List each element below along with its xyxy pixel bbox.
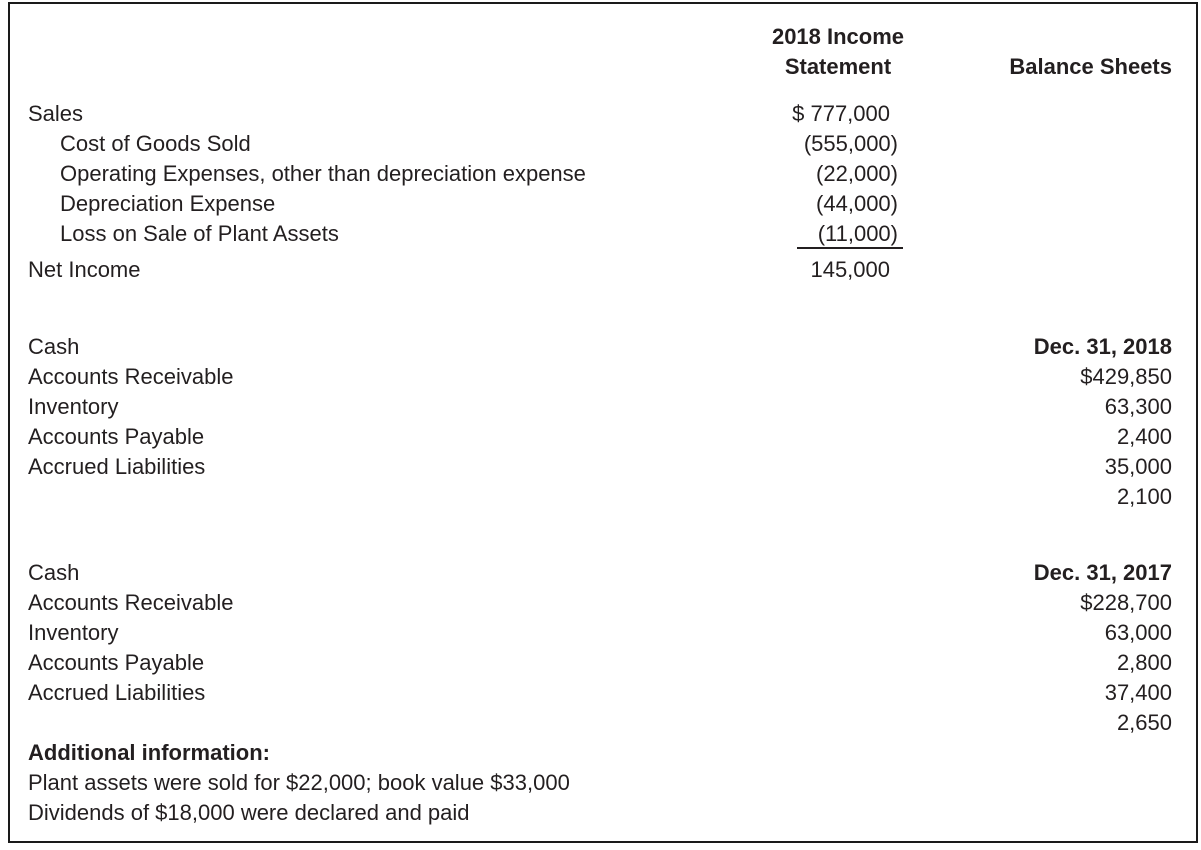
balance-2017-row-accrued-liabilities: [10, 678, 1196, 708]
row-label: Cash: [28, 560, 80, 585]
row-label: Operating Expenses, other than depreciation expense: [60, 161, 586, 186]
balance-2018-row-unlabeled: [10, 482, 1196, 512]
row-amount: $429,850: [1080, 364, 1172, 389]
row-amount: 37,400: [1104, 680, 1172, 705]
section-spacer: [10, 285, 1196, 332]
balance-2018-row-inventory: [10, 392, 1196, 422]
row-amount: $228,700: [1080, 590, 1172, 615]
income-row-net-income: [10, 255, 1196, 285]
row-label: Net Income: [28, 257, 141, 282]
row-label: Cash: [28, 334, 80, 359]
income-row-operating-expenses: [10, 159, 1196, 189]
balance-2017-row-cash: [10, 558, 1196, 588]
row-amount: 2,400: [1116, 424, 1172, 449]
row-label: Cost of Goods Sold: [60, 131, 251, 156]
row-label: Inventory: [28, 394, 119, 419]
additional-info-line-1: [10, 768, 1196, 798]
row-label: Inventory: [28, 620, 119, 645]
row-amount: (44,000): [816, 191, 898, 216]
row-amount-underlined: (11,000): [797, 219, 903, 249]
section-spacer: [10, 512, 1196, 558]
balance-2017-row-accounts-payable: [10, 648, 1196, 678]
row-label: Depreciation Expense: [60, 191, 276, 216]
balance-2018-row-accounts-payable: [10, 422, 1196, 452]
header-row-1: [10, 22, 1196, 52]
balance-2017-row-accounts-receivable: [10, 588, 1196, 618]
row-amount: 35,000: [1104, 454, 1172, 479]
income-row-depreciation: [10, 189, 1196, 219]
row-amount: 145,000: [810, 257, 890, 282]
row-amount: 63,000: [1104, 620, 1172, 645]
date-header-2017: Dec. 31, 2017: [1033, 560, 1172, 585]
row-label: Accounts Receivable: [28, 364, 234, 389]
row-amount: 2,800: [1116, 650, 1172, 675]
additional-info-heading-row: [10, 738, 1196, 768]
income-row-sales: [10, 99, 1196, 129]
row-label: Accounts Payable: [28, 424, 205, 449]
balance-sheets-column-header: Balance Sheets: [1009, 54, 1172, 79]
balance-2018-row-accrued-liabilities: [10, 452, 1196, 482]
row-amount: 2,650: [1116, 710, 1172, 735]
row-amount: (22,000): [816, 161, 898, 186]
row-amount: 2,100: [1116, 484, 1172, 509]
row-label: Accounts Receivable: [28, 590, 234, 615]
row-label: Accrued Liabilities: [28, 680, 206, 705]
income-row-loss-on-sale: [10, 219, 1196, 249]
date-header-2018: Dec. 31, 2018: [1033, 334, 1172, 359]
balance-2018-row-cash: [10, 332, 1196, 362]
balance-2018-row-accounts-receivable: [10, 362, 1196, 392]
additional-info-heading: Additional information:: [28, 740, 270, 765]
financial-statement-frame: [8, 2, 1198, 843]
additional-info-text: Plant assets were sold for $22,000; book value $33,000: [28, 770, 570, 795]
row-label: Accrued Liabilities: [28, 454, 206, 479]
row-amount: (555,000): [803, 131, 898, 156]
additional-info-line-2: [10, 798, 1196, 828]
row-amount: 63,300: [1104, 394, 1172, 419]
income-row-cogs: [10, 129, 1196, 159]
additional-info-text: Dividends of $18,000 were declared and paid: [28, 800, 470, 825]
balance-2017-row-inventory: [10, 618, 1196, 648]
income-column-header-line2: Statement: [784, 54, 892, 79]
balance-2017-row-unlabeled: [10, 708, 1196, 738]
row-label: Accounts Payable: [28, 650, 205, 675]
header-row-2: [10, 52, 1196, 82]
row-amount: $ 777,000: [792, 101, 890, 126]
income-column-header-line1: 2018 Income: [771, 24, 905, 49]
row-label: Loss on Sale of Plant Assets: [60, 221, 339, 246]
row-label: Sales: [28, 101, 84, 126]
